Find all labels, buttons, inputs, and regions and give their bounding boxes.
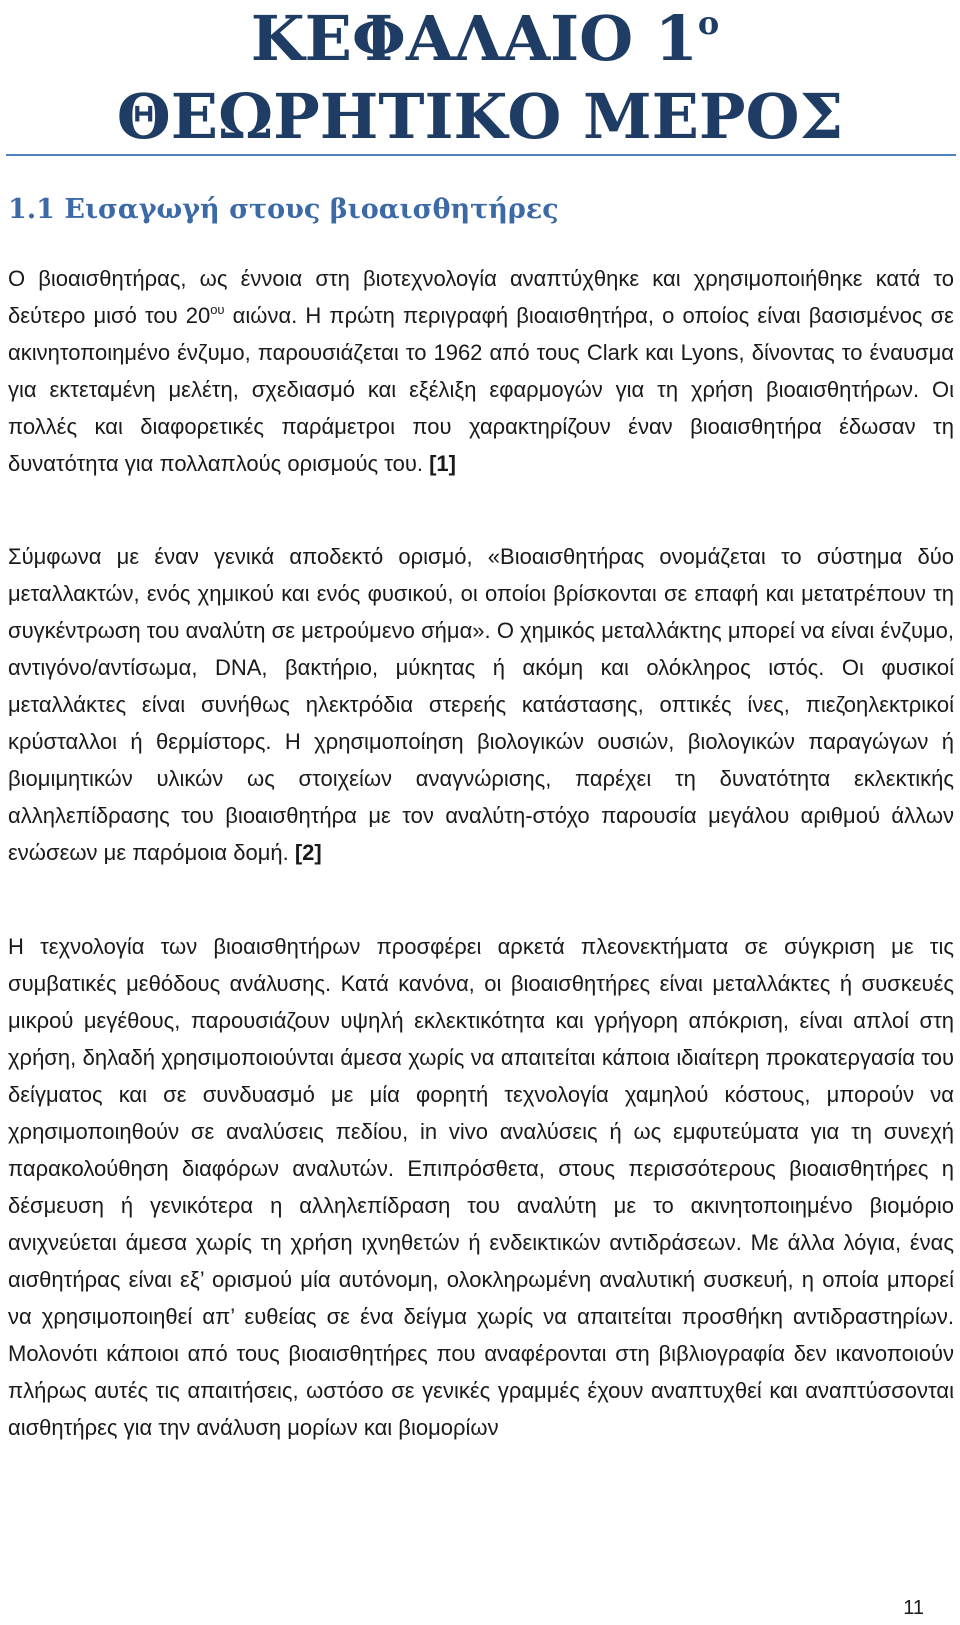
citation-ref-1: [1] bbox=[429, 451, 456, 476]
paragraph-1 bbox=[8, 260, 954, 482]
section-heading: 1.1 Εισαγωγή στους βιοαισθητήρες bbox=[8, 194, 559, 225]
paragraph-3 bbox=[8, 928, 954, 1446]
paragraph-3-text: Η τεχνολογία των βιοαισθητήρων προσφέρει αρκετά πλεονεκτήματα σε σύγκριση με τις συμβατικές μεθόδους ανάλυσης. Κατά κανόνα, οι βιοαισθητήρες είναι μεταλλάκτες ή συσκευές μικρού μεγέθους, παρουσιάζουν υψηλή εκλεκτικότητα και γρήγορη απόκριση, είναι απλοί στη χρήση, δηλαδή χρησιμοποιούνται άμεσα χωρίς να απαιτείται κάποια ιδιαίτερη προκατεργασία του δείγματος και σε συνδυασμό με μία φορητή τεχνολογία χαμηλού κόστους, μπορούν να χρησιμοποιηθούν σε αναλύσεις πεδίου, in vivo αναλύσεις ή ως εμφυτεύματα για τη συνεχή παρακολούθηση διαφόρων αναλυτών. Επιπρόσθετα, στους περισσότερους βιοαισθητήρες η δέσμευση ή γενικότερα η αλληλεπίδραση του αναλύτη με το ακινητοποιημένο βιομόριο ανιχνεύεται άμεσα χωρίς τη χρήση ιχνηθετών ή ενδεικτικών αντιδράσεων. Με άλλα λόγια, ένας αισθητήρας είναι εξ’ ορισμού μία αυτόνομη, ολοκληρωμένη αναλυτική συσκευή, η οποία μπορεί να χρησιμοποιηθεί απ’ ευθείας σε ένα δείγμα χωρίς να απαιτείται προσθήκη αντιδραστηρίων. Μολονότι κάποιοι από τους βιοαισθητήρες που αναφέρονται στη βιβλιογραφία δεν ικανοποιούν πλήρως αυτές τις απαιτήσεις, ωστόσο σε γενικές γραμμές έχουν αναπτυχθεί και αναπτύσσονται αισθητήρες για την ανάλυση μορίων και βιομορίων bbox=[8, 934, 954, 1440]
chapter-ordinal-superscript: ο bbox=[697, 4, 720, 42]
century-superscript: ου bbox=[210, 302, 225, 317]
chapter-title-line1 bbox=[0, 0, 960, 78]
chapter-number: ΚΕΦΑΛΑΙΟ 1 bbox=[250, 2, 698, 75]
paragraph-2-text: Σύμφωνα με έναν γενικά αποδεκτό ορισμό, «Βιοαισθητήρας ονομάζεται το σύστημα δύο μεταλλακτών, ενός χημικού και ενός φυσικού, οι οποίοι βρίσκονται σε επαφή και μετατρέπουν τη συγκέντρωση του αναλύτη σε μετρούμενο σήμα». Ο χημικός μεταλλάκτης μπορεί να είναι ένζυμο, αντιγόνο/αντίσωμα, DNA, βακτήριο, μύκητας ή ακόμη και ολόκληρος ιστός. Οι φυσικοί μεταλλάκτες είναι συνήθως ηλεκτρόδια στερεής κατάστασης, οπτικές ίνες, πιεζοηλεκτρικοί κρύσταλλοι ή θερμίστορς. Η χρησιμοποίηση βιολογικών ουσιών, βιολογικών παραγώγων ή βιομιμητικών υλικών ως στοιχείων αναγνώρισης, παρέχει τη δυνατότητα εκλεκτικής αλληλεπίδρασης του βιοαισθητήρα με τον αναλύτη-στόχο παρουσία μεγάλου αριθμού άλλων ενώσεων με παρόμοια δομή. bbox=[8, 544, 954, 865]
chapter-title bbox=[0, 0, 960, 156]
page-number: 11 bbox=[903, 1597, 924, 1619]
paragraph-1-text-a: Ο βιοαισθητήρας, ως έννοια στη βιοτεχνολογία αναπτύχθηκε και χρησιμοποιήθηκε κατά το δεύτερο μισό του 20 bbox=[8, 266, 954, 328]
heading-divider bbox=[6, 154, 956, 156]
citation-ref-2: [2] bbox=[294, 840, 322, 865]
chapter-subtitle: ΘΕΩΡΗΤΙΚΟ ΜΕΡΟΣ bbox=[116, 80, 844, 153]
paragraph-1-text-b: αιώνα. Η πρώτη περιγραφή βιοαισθητήρα, ο οποίος είναι βασισμένος σε ακινητοποιημένο ένζυμο, παρουσιάζεται το 1962 από τους Clark και Lyons, δίνοντας το έναυσμα για εκτεταμένη μελέτη, σχεδιασμό και εξέλιξη εφαρμογών για τη χρήση βιοαισθητήρων. Οι πολλές και διαφορετικές παράμετροι που χαρακτηρίζουν έναν βιοαισθητήρα έδωσαν τη δυνατότητα για πολλαπλούς ορισμούς του. bbox=[8, 303, 954, 476]
paragraph-2 bbox=[8, 538, 954, 871]
